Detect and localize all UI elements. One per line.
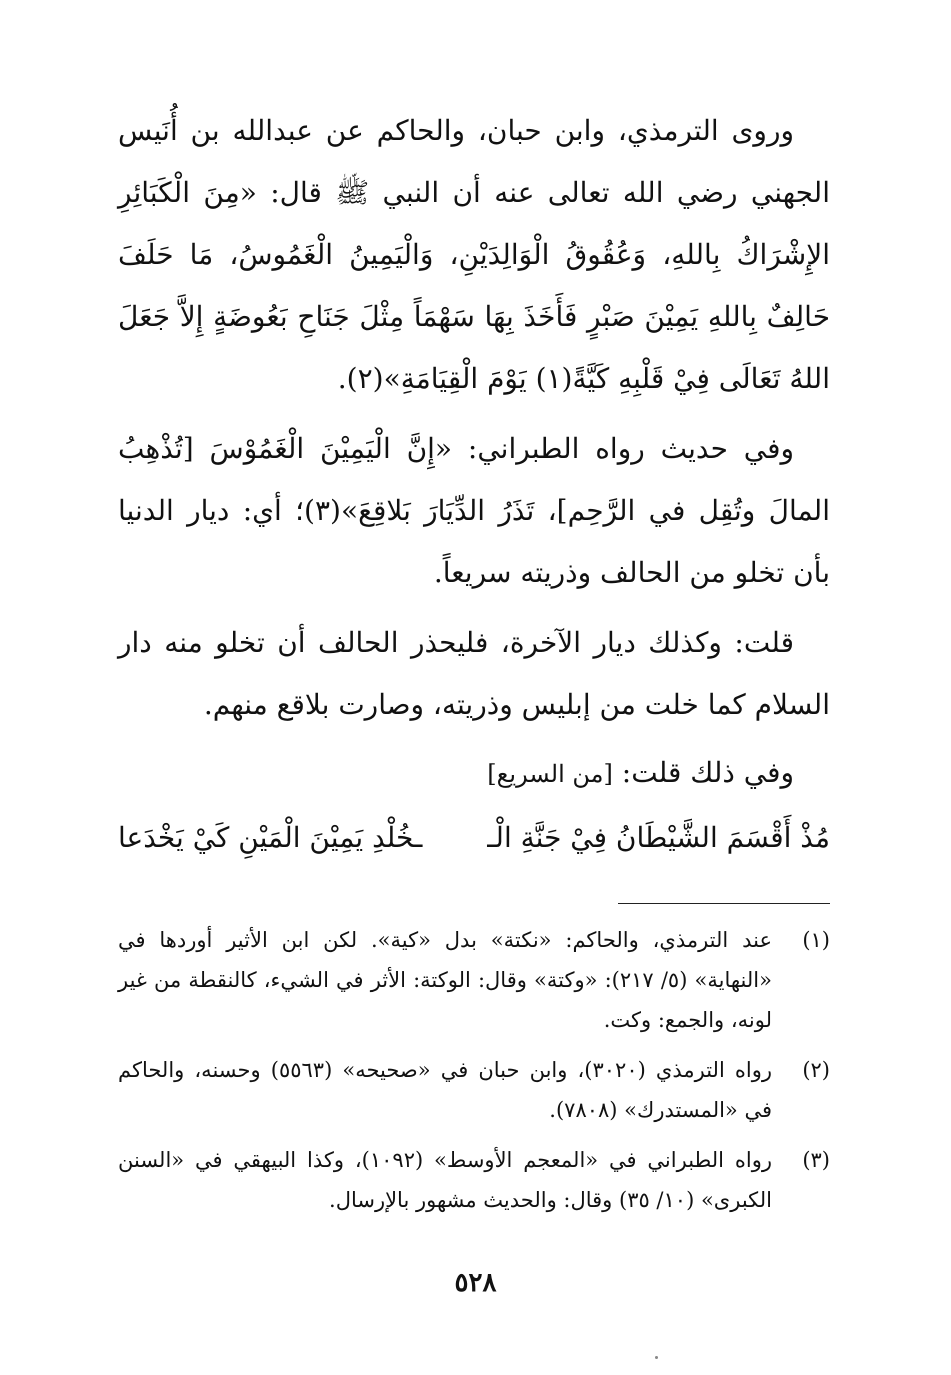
paragraph-hadith-tirmidhi: وروى الترمذي، وابن حبان، والحاكم عن عبدالله بن أُنَيس الجهني رضي الله تعالى عنه أن النبي ﷺ قال: «مِنَ الْكَبَائِرِ الإِشْرَاكُ بِاللهِ، وَعُقُوقُ الْوَالِدَيْنِ، وَالْيَمِينُ الْغَمُوسُ، مَا حَلَفَ حَالِفٌ بِاللهِ يَمِيْنَ صَبْرٍ فَأَخَذَ بِهَا سَهْمَاً مِثْلَ جَنَاحِ بَعُوضَةٍ إِلاَّ جَعَلَ اللهُ تَعَالَى فِيْ قَلْبِهِ كَيَّةً(١) يَوْمَ الْقِيَامَةِ»(٢). — [118, 114, 830, 395]
footnote-number: (٢) — [802, 1058, 830, 1082]
verse-first-hemistich: مُذْ أَقْسَمَ الشَّيْطَانُ فِيْ جَنَّةِ الْـ — [487, 821, 830, 854]
footnote-text: رواه الطبراني في «المعجم الأوسط» (١٠٩٢)، وكذا البيهقي في «السنن الكبرى» (١٠/ ٣٥) وقال: والحديث مشهور بالإرسال. — [118, 1148, 772, 1212]
poem-verse — [118, 807, 830, 869]
footnote-text: رواه الترمذي (٣٠٢٠)، وابن حبان في «صحيحه» (٥٥٦٣) وحسنه، والحاكم في «المستدرك» (٧٨٠٨). — [118, 1058, 772, 1122]
main-text — [118, 100, 830, 869]
verse-meter: [من السريع] — [487, 760, 613, 788]
footnote-2 — [118, 1050, 830, 1130]
verse-introduction — [118, 742, 830, 805]
verse-second-hemistich: ـخُلْدِ يَمِيْنَ الْمَيْنِ كَيْ يَخْدَعا — [118, 821, 423, 854]
footnote-number: (٣) — [802, 1148, 830, 1172]
scan-speck — [655, 1356, 658, 1359]
paragraph-hadith-tabarani: وفي حديث رواه الطبراني: «إِنَّ الْيَمِيْنَ الْغَمُوْسَ [تُذْهِبُ المالَ وتُقِل في الرَّحِم]، تَذَرُ الدِّيَارَ بَلاقِعَ»(٣)؛ أي: ديار الدنيا بأن تخلو من الحالف وذريته سريعاً. — [118, 432, 830, 589]
footnote-divider — [618, 903, 830, 904]
footnotes — [118, 920, 830, 1230]
footnote-number: (١) — [802, 928, 830, 952]
verse-intro-text: وفي ذلك قلت: — [621, 756, 794, 789]
paragraph-author-comment: قلت: وكذلك ديار الآخرة، فليحذر الحالف أن تخلو منه دار السلام كما خلت من إبليس وذريته، وصارت بلاقع منهم. — [118, 626, 830, 721]
footnote-1 — [118, 920, 830, 1040]
footnote-text: عند الترمذي، والحاكم: «نكتة» بدل «كية». لكن ابن الأثير أوردها في «النهاية» (٥/ ٢١٧): «وكتة» وقال: الوكتة: الأثر في الشيء، كالنقطة من غير لونه، والجمع: وكت. — [118, 928, 772, 1032]
page-number: ٥٢٨ — [454, 1268, 497, 1298]
footnote-3 — [118, 1140, 830, 1220]
